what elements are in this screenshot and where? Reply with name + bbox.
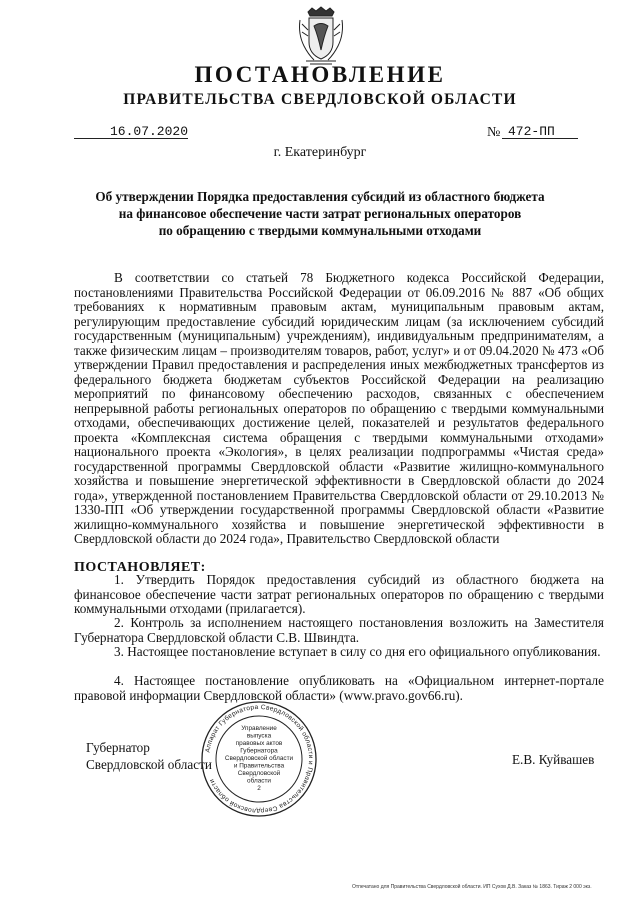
document-heading (60, 188, 580, 239)
stamp-line: и Правительства (233, 762, 285, 770)
signatory-title: Губернатор Свердловской области (86, 740, 212, 772)
document-title: ПОСТАНОВЛЕНИЕ (194, 62, 446, 87)
coat-of-arms-icon (296, 6, 346, 66)
resolution-item-4: 4. Настоящее постановление опубликовать на «Официальном интернет-портале правовой информации Свердловской области» (www.pravo.gov66.ru). (74, 673, 604, 703)
preamble-paragraph: В соответствии со статьей 78 Бюджетного кодекса Российской Федерации, постановлениями Правительства Российской Федерации от 06.09.2016 № 887 «Об общих требованиях к нормативным правовым актам, муниципальным правовым актам, регулирующим предоставление субсидий юридическим лицам (за исключением субсидий государственным (муниципальным) учреждениям), индивидуальным предпринимателям, а также физическим лицам – производителям товаров, работ, услуг» и от 09.04.2020 № 473 «Об утверждении Правил предоставления и распределения иных межбюджетных трансфертов из федерального бюджета бюджетам субъектов Российской Федерации на реализацию мероприятий по финансовому обеспечению расходов, связанных с обеспечением непрерывной работы региональных операторов по обращению с твердыми коммунальными отходами, обеспечивающих достижение целей, показателей и результатов федерального проекта «Комплексная система обращения с твердыми коммунальными отходами» национального проекта «Экология», в целях реализации подпрограммы «Чистая среда» государственной программы Свердловской области «Развитие жилищно-коммунального хозяйства и повышение энергетической эффективности в Свердловской области до 2024 года», утвержденной постановлением Правительства Свердловской области от 29.10.2013 № 1330-ПП «Об утверждении государственной программы Свердловской области «Развитие жилищно-коммунального хозяйства и повышение энергетической эффективности в Свердловской области до 2024 года», Правительство Свердловской области (74, 270, 604, 546)
stamp-line: Управление (241, 725, 277, 732)
resolution-item-3: 3. Настоящее постановление вступает в силу со дня его официального опубликования. (114, 644, 601, 659)
stamp-line: Свердловской (237, 770, 281, 777)
resolution-item-1: 1. Утвердить Порядок предоставления субсидий из областного бюджета на финансовое обеспечение части затрат региональных операторов по обращению с твердыми коммунальными отходами (прилагается). (74, 572, 604, 616)
signatory-name: Е.В. Куйвашев (512, 752, 595, 767)
resolution-item-2: 2. Контроль за исполнением настоящего постановления возложить на Заместителя Губернатора Свердловской области С.В. Швиндта. (74, 615, 604, 645)
stamp-line: 2 (257, 785, 261, 792)
heading-line-3: по обращению с твердыми коммунальными отходами (158, 223, 482, 238)
stamp-line: области (247, 777, 271, 785)
heading-line-1: Об утверждении Порядка предоставления субсидий из областного бюджета (95, 189, 545, 204)
stamp-line: Губернатора (240, 747, 278, 755)
stamp-line: правовых актов (235, 740, 283, 747)
official-stamp (200, 696, 318, 822)
printer-footer: Отпечатано для Правительства Свердловской области. ИП Сухов Д.В. Заказ № 1863. Тираж 2 000 экз. (352, 884, 592, 890)
number-label: № (487, 125, 501, 140)
resolve-heading: ПОСТАНОВЛЯЕТ: (74, 560, 206, 575)
stamp-line: Свердловской области (224, 755, 294, 762)
stamp-ring-text: Аппарат Губернатора Свердловской области и Правительства Свердловской области (204, 703, 315, 815)
document-date: 16.07.2020 (110, 124, 189, 139)
document-number: 472-ПП (508, 124, 555, 139)
stamp-line: выпуска (246, 732, 272, 740)
document-city: г. Екатеринбург (273, 145, 367, 160)
document-issuer: ПРАВИТЕЛЬСТВА СВЕРДЛОВСКОЙ ОБЛАСТИ (123, 91, 517, 108)
heading-line-2: на финансовое обеспечение части затрат региональных операторов (118, 206, 522, 221)
